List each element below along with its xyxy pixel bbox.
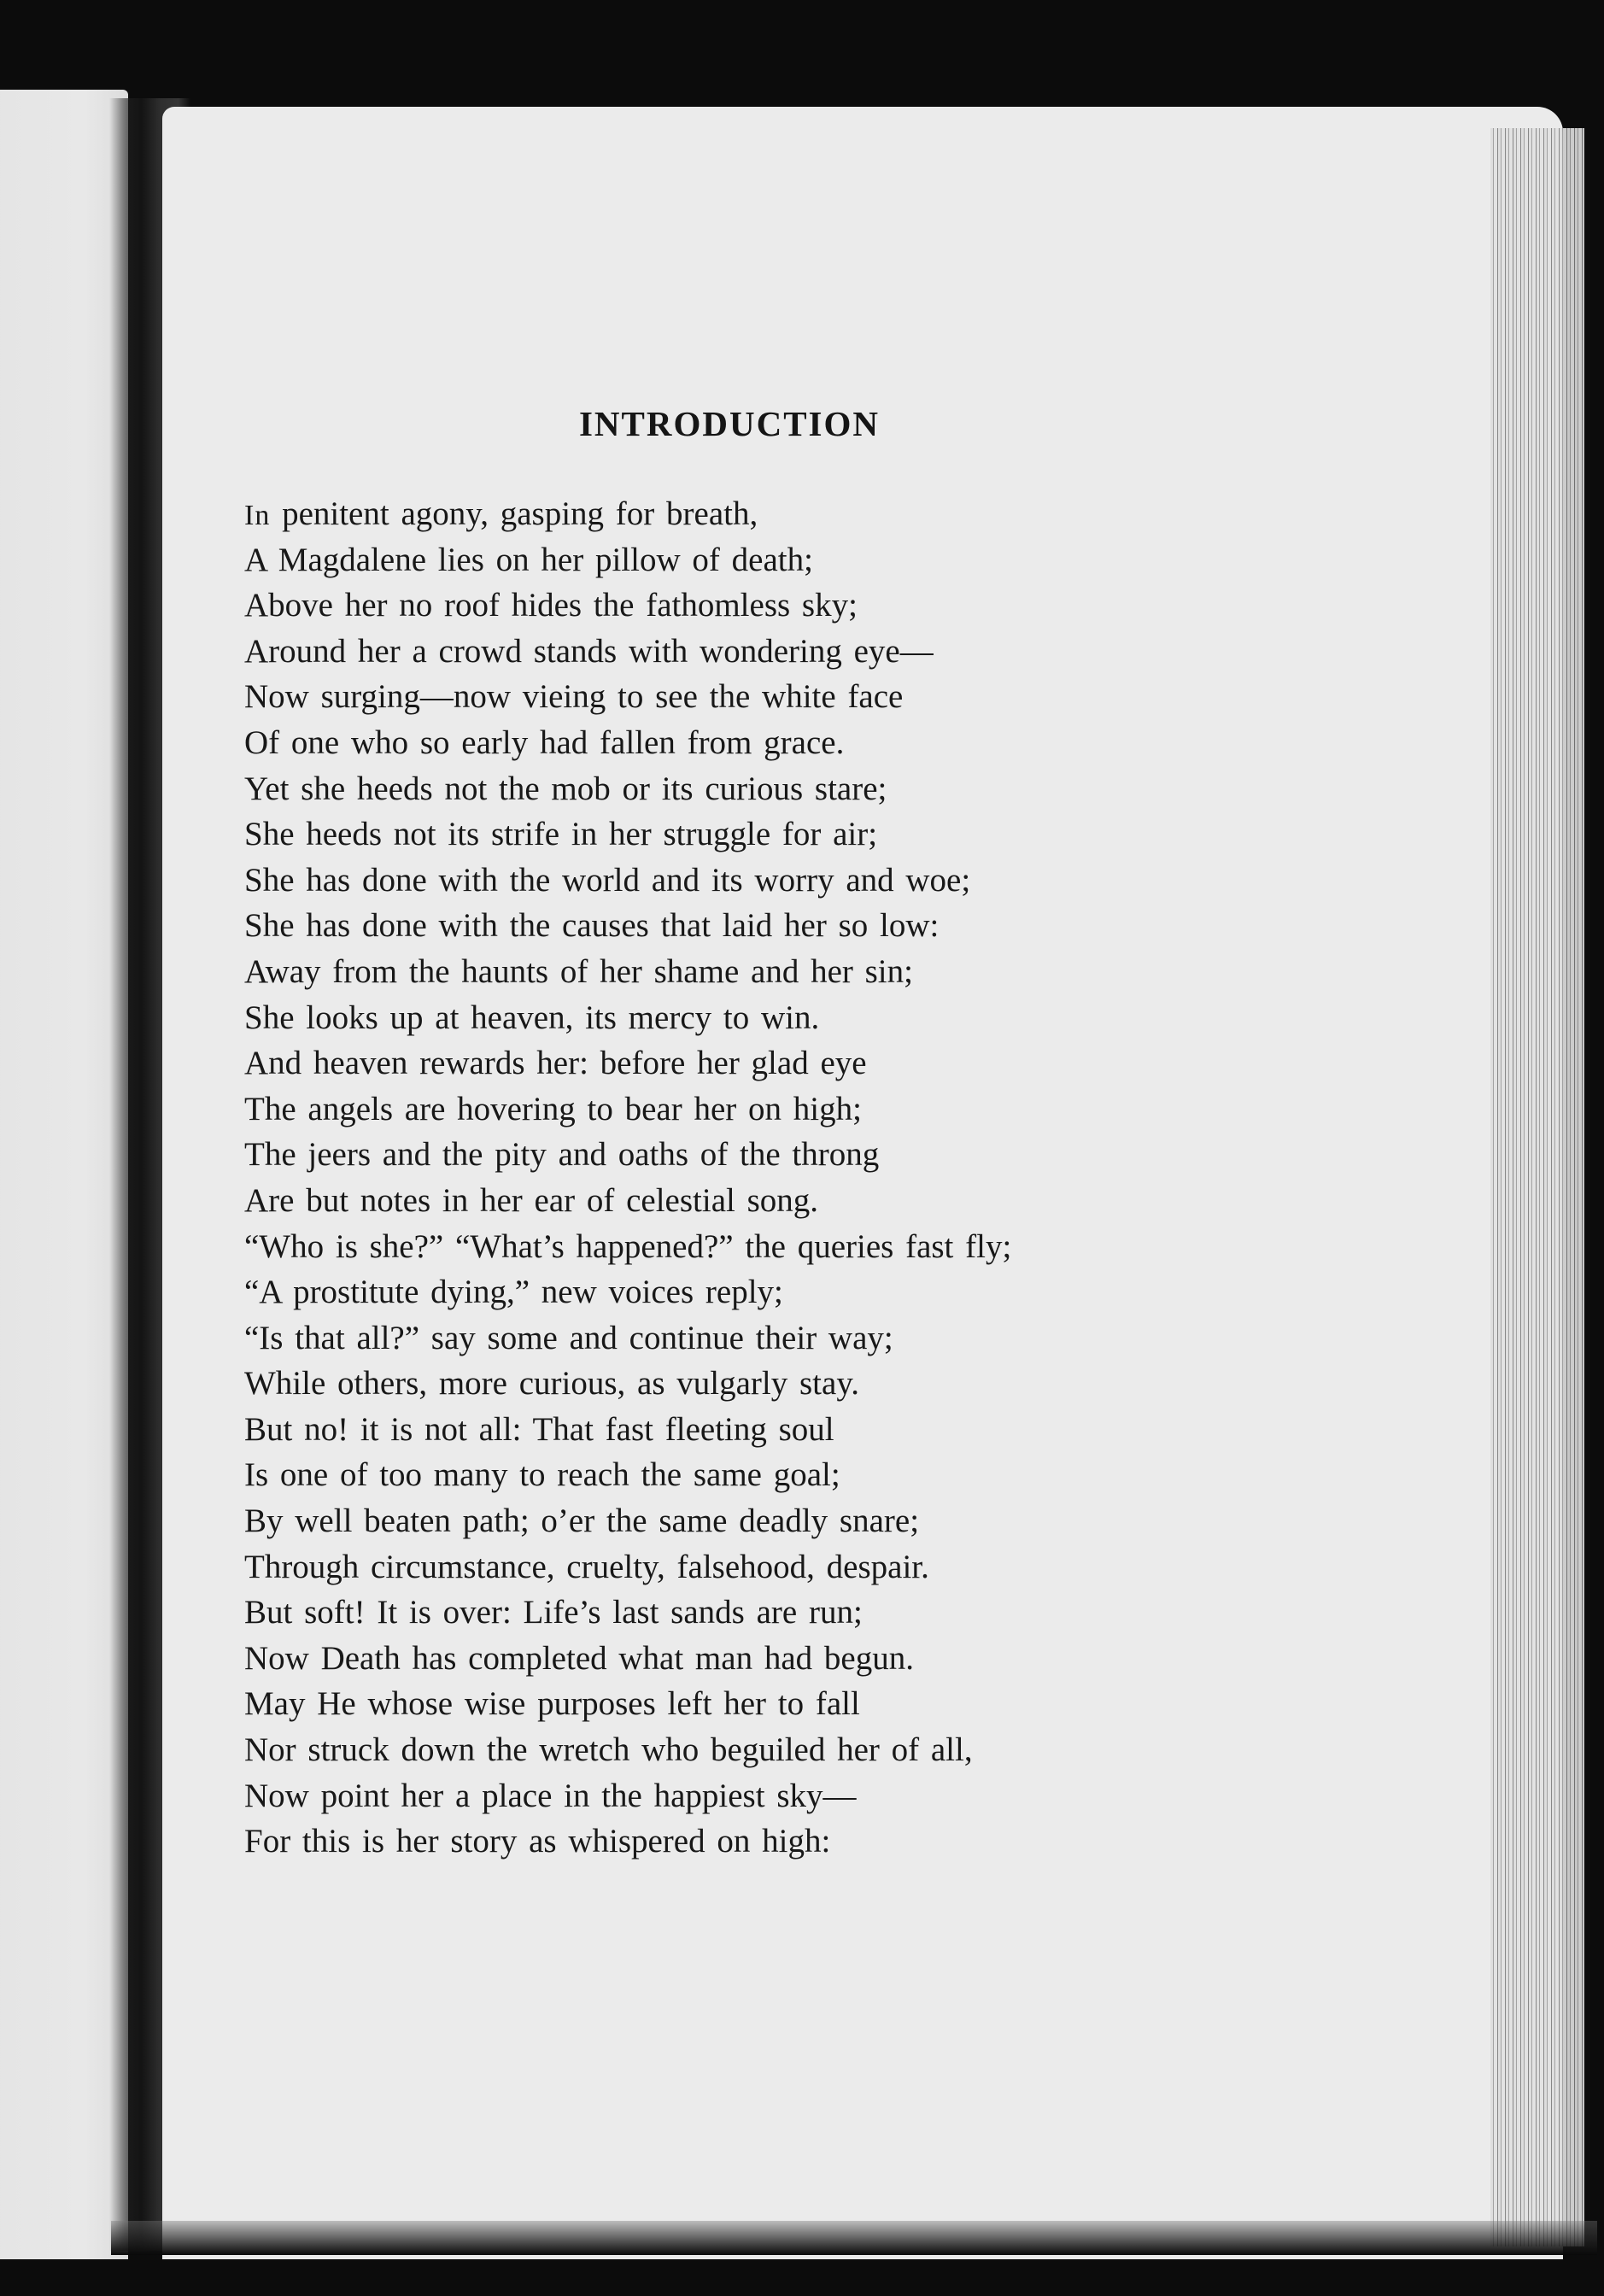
poem-line: Through circumstance, cruelty, falsehood, despair. (244, 1548, 929, 1585)
poem-line: But soft! It is over: Life’s last sands are run; (244, 1594, 863, 1631)
poem-line: “Who is she?” “What’s happened?” the queries fast fly; (244, 1227, 1012, 1265)
poem-line: “Is that all?” say some and continue their way; (244, 1319, 893, 1356)
poem-line: Now surging—now vieing to see the white face (244, 678, 904, 716)
poem-line: The angels are hovering to bear her on high; (244, 1090, 862, 1128)
page-edges (1490, 128, 1584, 2246)
poem-line: She looks up at heaven, its mercy to win. (244, 999, 820, 1036)
poem-line: The jeers and the pity and oaths of the throng (244, 1136, 880, 1174)
poem-line: But no! it is not all: That fast fleeting soul (244, 1410, 834, 1448)
drop-cap: In (244, 500, 271, 531)
poem-line: Away from the haunts of her shame and her sin; (244, 952, 913, 990)
poem-line-1-text: penitent agony, gasping for breath, (270, 495, 758, 532)
page-title: INTRODUCTION (578, 404, 881, 443)
poem-line: Nor struck down the wretch who beguiled her of all, (244, 1731, 973, 1769)
poem-line: By well beaten path; o’er the same deadly snare; (244, 1502, 920, 1540)
poem-line: Of one who so early had fallen from grace. (244, 723, 845, 761)
poem-line: Are but notes in her ear of celestial song. (244, 1181, 819, 1219)
poem-line: She has done with the world and its worry and woe; (244, 861, 971, 899)
poem-line: Now point her a place in the happiest sky— (244, 1777, 857, 1814)
poem-line: While others, more curious, as vulgarly stay. (244, 1365, 860, 1403)
poem-line: Around her a crowd stands with wondering eye— (244, 632, 934, 670)
poem-line: She has done with the causes that laid her so low: (244, 907, 940, 945)
poem-line: Is one of too many to reach the same goal; (244, 1456, 840, 1494)
poem-line: And heaven rewards her: before her glad eye (244, 1045, 867, 1082)
poem-line: Yet she heeds not the mob or its curious stare; (244, 770, 887, 807)
poem-line: She heeds not its strife in her struggle for air; (244, 816, 878, 853)
bottom-shadow (111, 2221, 1597, 2255)
poem-line-1 (244, 491, 1011, 537)
poem-line: “A prostitute dying,” new voices reply; (244, 1274, 783, 1311)
poem-line: A Magdalene lies on her pillow of death; (244, 541, 813, 578)
poem-line: May He whose wise purposes left her to fall (244, 1685, 860, 1723)
poem-line: Above her no roof hides the fathomless sky; (244, 587, 858, 624)
poem-line: For this is her story as whispered on high: (244, 1823, 831, 1860)
poem-line: Now Death has completed what man had begun. (244, 1639, 914, 1677)
poem-text (244, 491, 1011, 1865)
